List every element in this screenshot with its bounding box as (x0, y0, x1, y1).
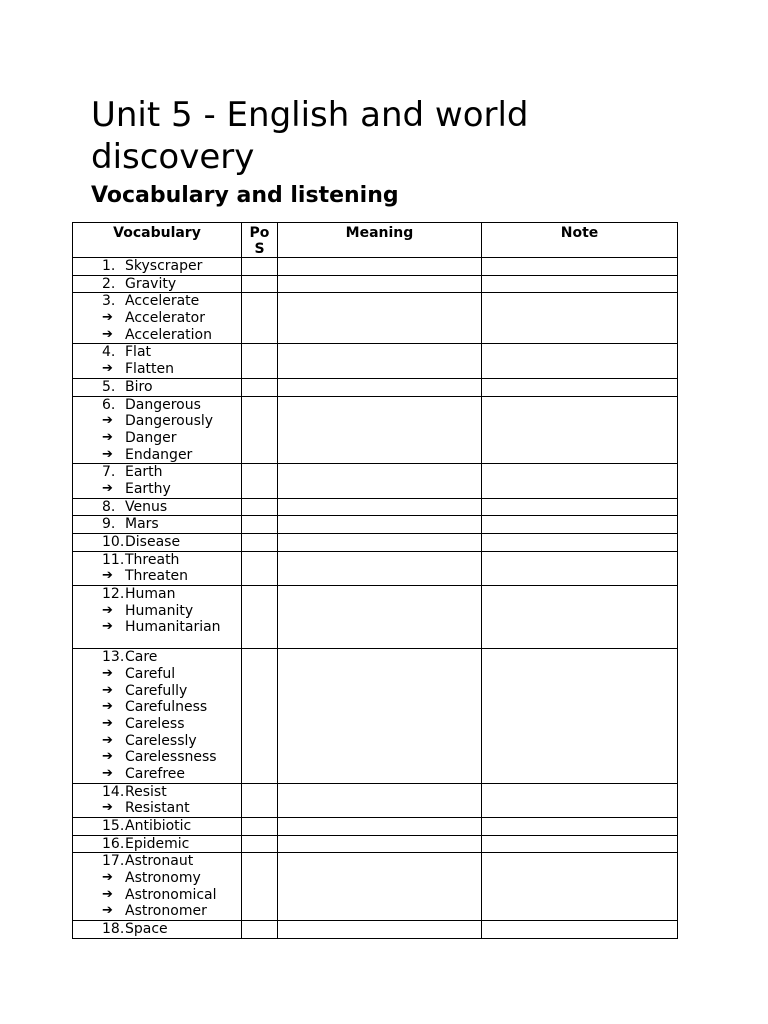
meaning-cell[interactable] (278, 293, 482, 344)
entry-word: Biro (125, 378, 153, 395)
vocabulary-cell (73, 921, 242, 939)
derived-word: Resistant (125, 800, 190, 817)
entry-word: Epidemic (125, 835, 190, 852)
meaning-cell[interactable] (278, 586, 482, 649)
entry-number: 16. (102, 835, 125, 852)
table-row (73, 396, 678, 464)
derived-word-entry (102, 481, 241, 498)
page-title: Unit 5 - English and world discovery (91, 95, 529, 177)
entry-word: Earth (125, 464, 163, 481)
arrow-right-icon: ➔ (102, 326, 113, 342)
meaning-cell[interactable] (278, 649, 482, 784)
vocabulary-table (72, 222, 678, 939)
table-row (73, 783, 678, 817)
derived-word: Careful (125, 665, 176, 682)
arrow-right-icon: ➔ (102, 619, 113, 635)
derived-word: Threaten (125, 568, 189, 585)
derived-word: Astronomy (125, 870, 201, 887)
derived-word: Careless (125, 715, 185, 732)
arrow-right-icon: ➔ (102, 665, 113, 681)
arrow-right-icon: ➔ (102, 361, 113, 377)
vocabulary-entry (102, 276, 241, 293)
meaning-cell[interactable] (278, 853, 482, 921)
vocabulary-entry (102, 464, 241, 481)
derived-word-entry (102, 447, 241, 464)
entry-number: 2. (102, 275, 116, 292)
vocabulary-entry (102, 836, 241, 853)
table-row (73, 344, 678, 378)
arrow-right-icon: ➔ (102, 886, 113, 902)
entry-word: Space (125, 921, 168, 938)
pos-cell[interactable] (242, 649, 278, 784)
pos-cell[interactable] (242, 498, 278, 516)
vocabulary-cell (73, 275, 242, 293)
meaning-cell[interactable] (278, 498, 482, 516)
note-cell[interactable] (482, 818, 678, 836)
derived-word: Accelerator (125, 310, 205, 327)
note-cell[interactable] (482, 586, 678, 649)
table-row (73, 258, 678, 276)
meaning-cell[interactable] (278, 516, 482, 534)
derived-word: Humanitarian (125, 619, 221, 636)
table-row (73, 534, 678, 552)
derived-word: Astronomical (125, 886, 217, 903)
note-cell[interactable] (482, 783, 678, 817)
vocabulary-cell (73, 396, 242, 464)
pos-cell[interactable] (242, 818, 278, 836)
derived-word-entry (102, 413, 241, 430)
note-cell[interactable] (482, 378, 678, 396)
arrow-right-icon: ➔ (102, 480, 113, 496)
section-subtitle: Vocabulary and listening (91, 183, 399, 208)
entry-word: Accelerate (125, 293, 200, 310)
table-row (73, 293, 678, 344)
arrow-right-icon: ➔ (102, 715, 113, 731)
note-cell[interactable] (482, 258, 678, 276)
meaning-cell[interactable] (278, 783, 482, 817)
entry-number: 4. (102, 344, 116, 361)
derived-word-entry (102, 568, 241, 585)
entry-word: Dangerous (125, 396, 201, 413)
derived-word-entry (102, 327, 241, 344)
entry-number: 13. (102, 649, 125, 666)
derived-word-entry (102, 903, 241, 920)
derived-word-entry (102, 430, 241, 447)
arrow-right-icon: ➔ (102, 310, 113, 326)
table-row (73, 378, 678, 396)
derived-word: Flatten (125, 361, 174, 378)
pos-cell[interactable] (242, 551, 278, 585)
vocabulary-entry (102, 499, 241, 516)
arrow-right-icon: ➔ (102, 568, 113, 584)
derived-word: Danger (125, 429, 177, 446)
vocabulary-entry (102, 379, 241, 396)
meaning-cell[interactable] (278, 551, 482, 585)
vocabulary-entry (102, 293, 241, 310)
arrow-right-icon: ➔ (102, 732, 113, 748)
entry-word: Antibiotic (125, 818, 192, 834)
entry-word: Threath (125, 551, 180, 568)
entry-number: 5. (102, 378, 116, 395)
table-row (73, 498, 678, 516)
pos-cell[interactable] (242, 835, 278, 853)
derived-word-entry (102, 699, 241, 716)
table-row (73, 586, 678, 649)
entry-word: Astronaut (125, 853, 194, 870)
vocabulary-entry (102, 397, 241, 414)
note-cell[interactable] (482, 344, 678, 378)
derived-word: Earthy (125, 480, 171, 497)
table-row (73, 835, 678, 853)
entry-number: 17. (102, 853, 125, 870)
entry-word: Flat (125, 344, 152, 361)
arrow-right-icon: ➔ (102, 682, 113, 698)
note-cell[interactable] (482, 464, 678, 498)
meaning-cell[interactable] (278, 818, 482, 836)
vocabulary-cell (73, 551, 242, 585)
entry-word: Mars (125, 516, 159, 533)
derived-word: Endanger (125, 446, 193, 463)
derived-word-entry (102, 716, 241, 733)
meaning-cell[interactable] (278, 921, 482, 939)
note-cell[interactable] (482, 275, 678, 293)
entry-number: 3. (102, 293, 116, 310)
table-row (73, 516, 678, 534)
vocabulary-cell (73, 534, 242, 552)
entry-word: Resist (125, 783, 167, 800)
vocabulary-entry (102, 516, 241, 533)
vocabulary-cell (73, 835, 242, 853)
vocabulary-cell (73, 344, 242, 378)
vocabulary-cell (73, 378, 242, 396)
entry-number: 6. (102, 396, 116, 413)
entry-number: 7. (102, 464, 116, 481)
derived-word-entry (102, 733, 241, 750)
derived-word-entry (102, 666, 241, 683)
derived-word: Carelessly (125, 732, 197, 749)
note-cell[interactable] (482, 498, 678, 516)
vocabulary-entry (102, 534, 241, 551)
derived-word-entry (102, 310, 241, 327)
vocabulary-cell (73, 649, 242, 784)
entry-word: Venus (125, 498, 168, 515)
derived-word: Carelessness (125, 749, 217, 766)
derived-word-entry (102, 361, 241, 378)
derived-word-entry (102, 800, 241, 817)
entry-number: 15. (102, 818, 125, 834)
table-header-row (73, 223, 678, 258)
vocabulary-entry (102, 853, 241, 870)
vocabulary-entry (102, 258, 241, 275)
meaning-cell[interactable] (278, 464, 482, 498)
pos-cell[interactable] (242, 783, 278, 817)
spacer (102, 636, 241, 648)
vocabulary-entry (102, 784, 241, 801)
derived-word: Carefulness (125, 699, 208, 716)
header-note: Note (482, 223, 678, 258)
note-cell[interactable] (482, 853, 678, 921)
vocabulary-cell (73, 783, 242, 817)
entry-word: Gravity (125, 275, 177, 292)
pos-cell[interactable] (242, 344, 278, 378)
meaning-cell[interactable] (278, 258, 482, 276)
pos-cell[interactable] (242, 853, 278, 921)
pos-cell[interactable] (242, 378, 278, 396)
vocabulary-entry (102, 552, 241, 569)
arrow-right-icon: ➔ (102, 602, 113, 618)
table-row (73, 649, 678, 784)
derived-word: Carefully (125, 682, 188, 699)
table-body (73, 258, 678, 939)
header-meaning: Meaning (278, 223, 482, 258)
pos-cell[interactable] (242, 516, 278, 534)
entry-word: Human (125, 586, 176, 603)
derived-word-entry (102, 619, 241, 636)
entry-number: 1. (102, 258, 116, 274)
entry-number: 8. (102, 498, 116, 515)
note-cell[interactable] (482, 516, 678, 534)
meaning-cell[interactable] (278, 275, 482, 293)
derived-word-entry (102, 887, 241, 904)
entry-word: Care (125, 649, 158, 666)
pos-cell[interactable] (242, 586, 278, 649)
vocabulary-cell (73, 818, 242, 836)
note-cell[interactable] (482, 293, 678, 344)
entry-number: 18. (102, 921, 125, 938)
table-row (73, 818, 678, 836)
arrow-right-icon: ➔ (102, 413, 113, 429)
entry-word: Disease (125, 534, 181, 550)
derived-word: Carefree (125, 765, 186, 782)
table-row (73, 464, 678, 498)
derived-word: Astronomer (125, 903, 207, 920)
table-row (73, 551, 678, 585)
meaning-cell[interactable] (278, 344, 482, 378)
meaning-cell[interactable] (278, 378, 482, 396)
vocabulary-cell (73, 586, 242, 649)
arrow-right-icon: ➔ (102, 800, 113, 816)
arrow-right-icon: ➔ (102, 870, 113, 886)
vocabulary-cell (73, 464, 242, 498)
vocabulary-entry (102, 818, 241, 835)
header-pos: Po S (242, 223, 278, 258)
pos-cell[interactable] (242, 921, 278, 939)
derived-word-entry (102, 683, 241, 700)
note-cell[interactable] (482, 921, 678, 939)
derived-word-entry (102, 870, 241, 887)
table-row (73, 853, 678, 921)
header-vocabulary: Vocabulary (73, 223, 242, 258)
vocabulary-cell (73, 293, 242, 344)
arrow-right-icon: ➔ (102, 429, 113, 445)
arrow-right-icon: ➔ (102, 749, 113, 765)
vocabulary-entry (102, 344, 241, 361)
derived-word-entry (102, 749, 241, 766)
note-cell[interactable] (482, 835, 678, 853)
note-cell[interactable] (482, 649, 678, 784)
vocabulary-cell (73, 498, 242, 516)
derived-word-entry (102, 766, 241, 783)
table-row (73, 275, 678, 293)
pos-cell[interactable] (242, 534, 278, 552)
meaning-cell[interactable] (278, 835, 482, 853)
pos-cell[interactable] (242, 396, 278, 464)
vocabulary-entry (102, 586, 241, 603)
note-cell[interactable] (482, 551, 678, 585)
note-cell[interactable] (482, 396, 678, 464)
vocabulary-cell (73, 258, 242, 276)
derived-word-entry (102, 603, 241, 620)
derived-word: Humanity (125, 602, 194, 619)
table-row (73, 921, 678, 939)
entry-number: 10. (102, 534, 125, 550)
entry-number: 14. (102, 783, 125, 800)
arrow-right-icon: ➔ (102, 903, 113, 919)
arrow-right-icon: ➔ (102, 699, 113, 715)
vocabulary-entry (102, 921, 241, 938)
entry-number: 9. (102, 516, 116, 533)
meaning-cell[interactable] (278, 534, 482, 552)
vocabulary-cell (73, 516, 242, 534)
arrow-right-icon: ➔ (102, 446, 113, 462)
arrow-right-icon: ➔ (102, 765, 113, 781)
meaning-cell[interactable] (278, 396, 482, 464)
pos-cell[interactable] (242, 464, 278, 498)
note-cell[interactable] (482, 534, 678, 552)
vocabulary-cell (73, 853, 242, 921)
entry-number: 11. (102, 551, 125, 568)
vocabulary-entry (102, 649, 241, 666)
pos-cell[interactable] (242, 275, 278, 293)
entry-word: Skyscraper (125, 258, 203, 274)
pos-cell[interactable] (242, 293, 278, 344)
derived-word: Acceleration (125, 326, 212, 343)
entry-number: 12. (102, 586, 125, 603)
derived-word: Dangerously (125, 413, 214, 430)
pos-cell[interactable] (242, 258, 278, 276)
